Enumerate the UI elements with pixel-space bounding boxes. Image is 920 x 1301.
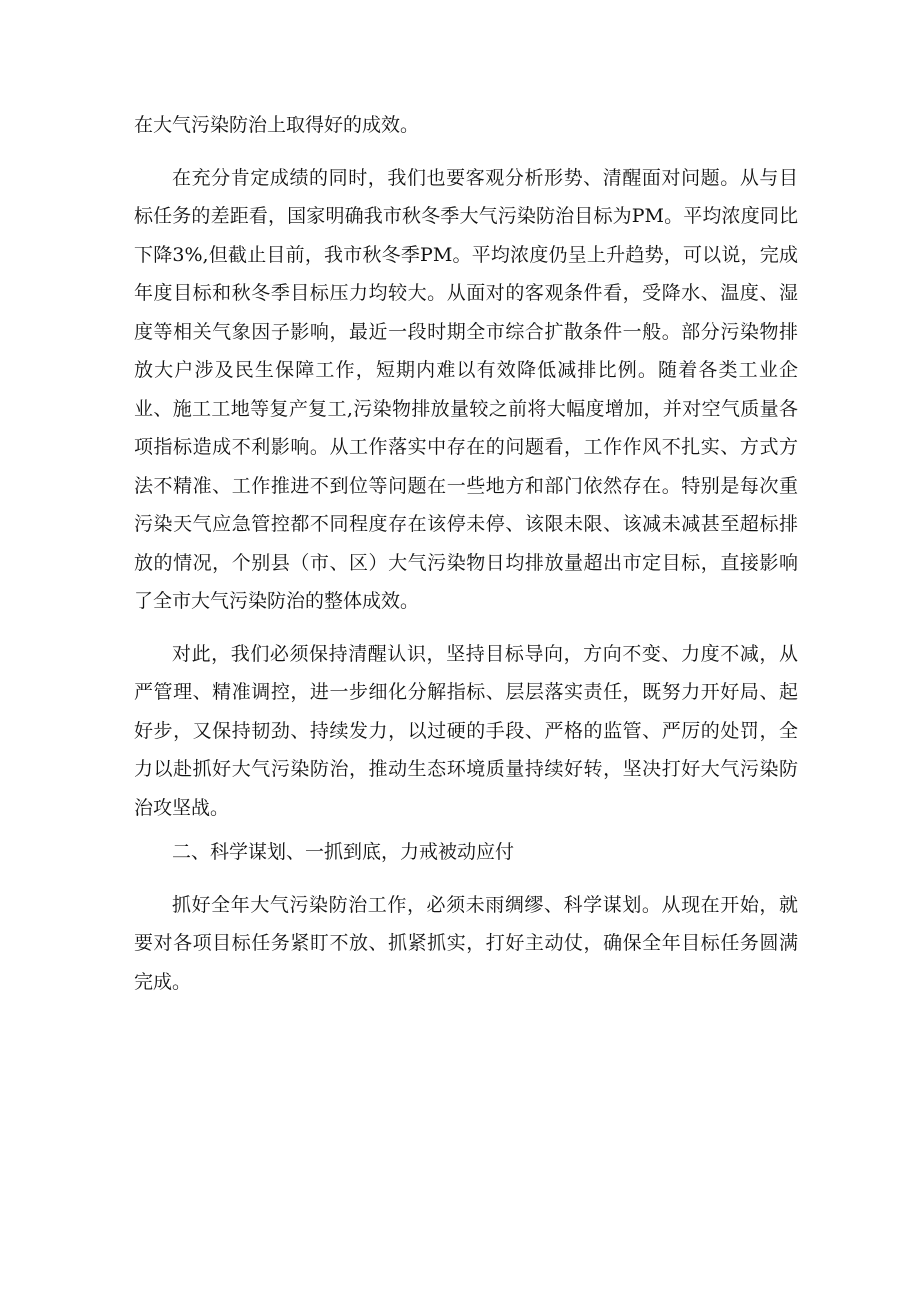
paragraph-response: 对此，我们必须保持清醒认识，坚持目标导向，方向不变、力度不减，从严管理、精准调控，进一步细化分解指标、层层落实责任，既努力开好局、起好步，又保持韧劲、持续发力，以过硬的手段、严格的监管、严厉的处罚，全力以赴抓好大气污染防治，推动生态环境质量持续好转，坚决打好大气污染防治攻坚战。 [134, 642, 798, 819]
section-heading: 二、科学谋划、一抓到底，力戒被动应付 [172, 841, 515, 863]
document-body [134, 106, 798, 1001]
paragraph-situation-analysis: 在充分肯定成绩的同时，我们也要客观分析形势、清醒面对问题。从与目标任务的差距看，国家明确我市秋冬季大气污染防治目标为PM。平均浓度同比下降3%,但截止目前，我市秋冬季PM。平均浓度仍呈上升趋势，可以说，完成年度目标和秋冬季目标压力均较大。从面对的客观条件看，受降水、温度、湿度等相关气象因子影响，最近一段时期全市综合扩散条件一般。部分污染物排放大户涉及民生保障工作，短期内难以有效降低减排比例。随着各类工业企业、施工工地等复产复工,污染物排放量较之前将大幅度增加，并对空气质量各项指标造成不利影响。从工作落实中存在的问题看，工作作风不扎实、方式方法不精准、工作推进不到位等问题在一些地方和部门依然存在。特别是每次重污染天气应急管控都不同程度存在该停未停、该限未限、该减未减甚至超标排放的情况，个别县（市、区）大气污染物日均排放量超出市定目标，直接影响了全市大气污染防治的整体成效。 [134, 166, 798, 612]
paragraph-continuation: 在大气污染防治上取得好的成效。 [134, 114, 420, 136]
paragraph-planning: 抓好全年大气污染防治工作，必须未雨绸缪、科学谋划。从现在开始，就要对各项目标任务紧盯不放、抓紧抓实，打好主动仗，确保全年目标任务圆满完成。 [134, 893, 798, 993]
